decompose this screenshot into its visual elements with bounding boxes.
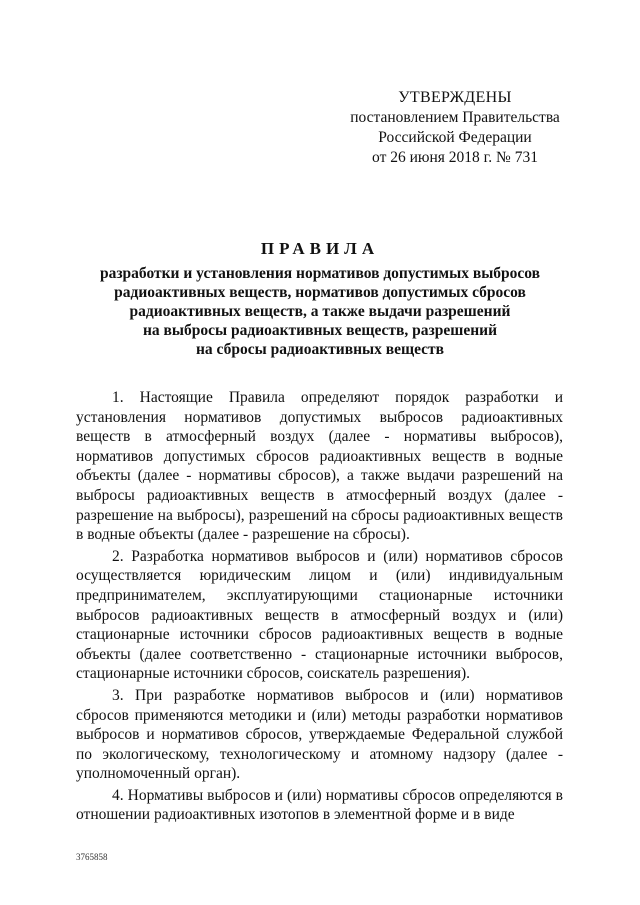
subtitle-line: радиоактивных веществ, а также выдачи разрешений: [129, 303, 511, 320]
document-body: [76, 388, 563, 825]
document-title: ПРАВИЛА: [260, 239, 380, 258]
approval-date-number-line: от 26 июня 2018 г. № 731: [372, 149, 538, 166]
approval-heading: УТВЕРЖДЕНЫ: [398, 89, 512, 106]
approval-authority-line: Российской Федерации: [378, 129, 532, 146]
subtitle-line: радиоактивных веществ, нормативов допустимых сбросов: [114, 284, 526, 301]
paragraph-2: 2. Разработка нормативов выбросов и (или) нормативов сбросов осуществляется юридическим лицом и (или) индивидуальным предпринимателем, эксплуатирующими стационарные источники выбросов радиоактивных веществ в атмосферный воздух и (или) стационарные источники сбросов радиоактивных веществ в водные объекты (далее соответственно - стационарные источники выбросов, стационарные источники сбросов, соискатель разрешения).: [76, 547, 563, 683]
document-subtitle: [60, 264, 580, 359]
subtitle-line: разработки и установления нормативов допустимых выбросов: [99, 265, 541, 282]
paragraph-4: 4. Нормативы выбросов и (или) нормативы сбросов определяются в отношении радиоактивных изотопов в элементной форме и в виде: [76, 786, 563, 824]
paragraph-1: 1. Настоящие Правила определяют порядок разработки и установления нормативов допустимых выбросов радиоактивных веществ в атмосферный воздух (далее - нормативы выбросов), нормативов допустимых сбросов радиоактивных веществ в водные объекты (далее - нормативы сбросов), а также выдачи разрешений на выбросы радиоактивных веществ в атмосферный воздух (далее - разрешение на выбросы), разрешений на сбросы радиоактивных веществ в водные объекты (далее - разрешение на сбросы).: [76, 389, 563, 544]
approval-decree-line: постановлением Правительства: [350, 109, 560, 126]
subtitle-line: на сбросы радиоактивных веществ: [195, 341, 444, 358]
document-code: 3765858: [76, 852, 108, 862]
approval-block: [340, 88, 570, 168]
subtitle-line: на выбросы радиоактивных веществ, разрешений: [142, 322, 498, 339]
paragraph-3: 3. При разработке нормативов выбросов и (или) нормативов сбросов применяются методики и (или) методы разработки нормативов выбросов и нормативов сбросов, утверждаемые Федеральной службой по экологическому, технологическому и атомному надзору (далее - уполномоченный орган).: [76, 686, 563, 783]
